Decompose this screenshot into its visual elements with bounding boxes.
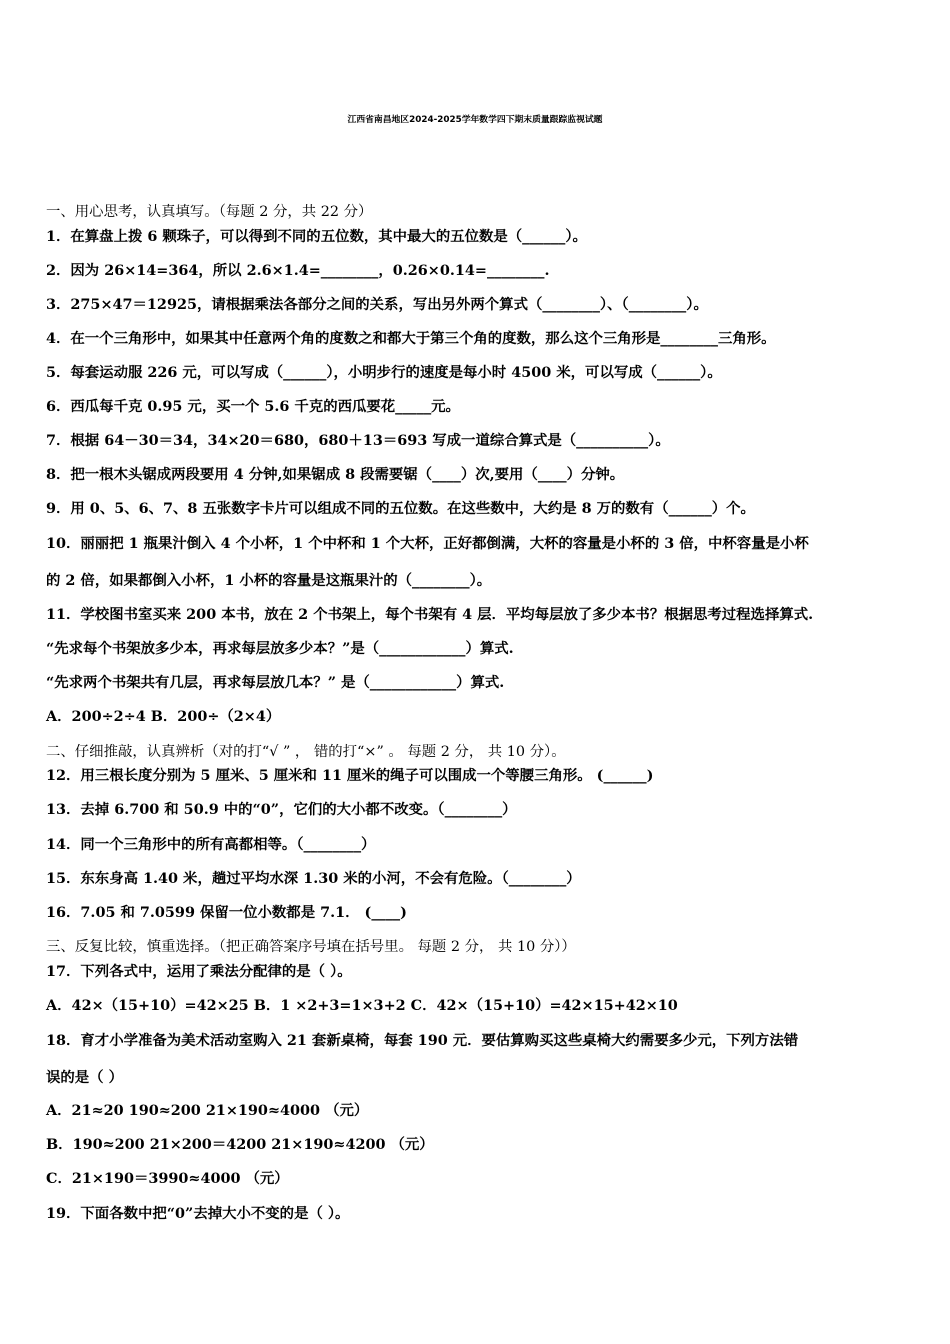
question-11-options: A．200÷2÷4 B．200÷（2×4） xyxy=(46,708,281,725)
question-12: 12．用三根长度分别为 5 厘米、5 厘米和 11 厘米的绳子可以围成一个等腰三角形。 (______) xyxy=(46,767,654,784)
question-15: 15．东东身高 1.40 米，趟过平均水深 1.30 米的小河，不会有危险。（________） xyxy=(46,870,581,887)
question-17-options: A．42×（15+10）=42×25 B．1 ×2+3=1×3+2 C．42×（15+10）=42×15+42×10 xyxy=(46,997,678,1014)
question-10-line-2: 的 2 倍，如果都倒入小杯，1 小杯的容量是这瓶果汁的（________）。 xyxy=(46,572,492,589)
question-19: 19．下面各数中把“0”去掉大小不变的是（ ）。 xyxy=(46,1205,350,1222)
question-17: 17．下列各式中，运用了乘法分配律的是（ ）。 xyxy=(46,963,352,980)
question-18-option-c: C．21×190＝3990≈4000 （元） xyxy=(46,1170,289,1187)
page-title: 江西省南昌地区2024-2025学年数学四下期末质量跟踪监视试题 xyxy=(347,115,603,125)
section-header-1: 一、用心思考，认真填写。（每题 2 分，共 22 分） xyxy=(46,204,373,220)
question-10-line-1: 10．丽丽把 1 瓶果汁倒入 4 个小杯，1 个中杯和 1 个大杯，正好都倒满，大杯的容量是小杯的 3 倍，中杯容量是小杯 xyxy=(46,535,809,552)
question-1: 1．在算盘上拨 6 颗珠子，可以得到不同的五位数，其中最大的五位数是（______）。 xyxy=(46,228,587,245)
section-header-2: 二、仔细推敲，认真辨析（对的打“√ ” ， 错的打“×” 。 每题 2 分， 共 10 分）。 xyxy=(46,744,566,760)
question-7: 7．根据 64－30＝34，34×20＝680，680＋13＝693 写成一道综合算式是（__________）。 xyxy=(46,432,670,449)
question-18-option-b: B．190≈200 21×200＝4200 21×190≈4200 （元） xyxy=(46,1136,434,1153)
question-5: 5．每套运动服 226 元，可以写成（______），小明步行的速度是每小时 4500 米，可以写成（______）。 xyxy=(46,364,722,381)
question-11-line-1: 11．学校图书室买来 200 本书，放在 2 个书架上，每个书架有 4 层．平均每层放了多少本书？根据思考过程选择算式. xyxy=(46,606,814,623)
question-6: 6．西瓜每千克 0.95 元，买一个 5.6 千克的西瓜要花_____元。 xyxy=(46,398,460,415)
question-3: 3．275×47＝12925，请根据乘法各部分之间的关系，写出另外两个算式（________）、（________）。 xyxy=(46,296,708,313)
question-11-line-2: “先求每个书架放多少本，再求每层放多少本？”是（____________）算式. xyxy=(46,640,514,657)
question-8: 8．把一根木头锯成两段要用 4 分钟,如果锯成 8 段需要锯（____）次,要用（____）分钟。 xyxy=(46,466,625,483)
question-18-option-a: A．21≈20 190≈200 21×190≈4000 （元） xyxy=(46,1102,369,1119)
question-18-line-1: 18．育才小学准备为美术活动室购入 21 套新桌椅，每套 190 元．要估算购买这些桌椅大约需要多少元，下列方法错 xyxy=(46,1032,799,1049)
question-18-line-2: 误的是（ ） xyxy=(46,1069,123,1086)
section-header-3: 三、反复比较，慎重选择。（把正确答案序号填在括号里。 每题 2 分， 共 10 分）） xyxy=(46,939,576,955)
question-11-line-3: “先求两个书架共有几层，再求每层放几本？” 是（____________）算式. xyxy=(46,674,505,691)
question-16: 16．7.05 和 7.0599 保留一位小数都是 7.1． (____) xyxy=(46,904,407,921)
question-4: 4．在一个三角形中，如果其中任意两个角的度数之和都大于第三个角的度数，那么这个三角形是________三角形。 xyxy=(46,330,776,347)
question-13: 13．去掉 6.700 和 50.9 中的“0”，它们的大小都不改变。（________） xyxy=(46,801,517,818)
question-9: 9．用 0、5、6、7、8 五张数字卡片可以组成不同的五位数。在这些数中，大约是 8 万的数有（______）个。 xyxy=(46,500,755,517)
question-14: 14．同一个三角形中的所有高都相等。（________） xyxy=(46,836,376,853)
question-2: 2．因为 26×14=364，所以 2.6×1.4=________，0.26×0.14=________. xyxy=(46,262,550,279)
